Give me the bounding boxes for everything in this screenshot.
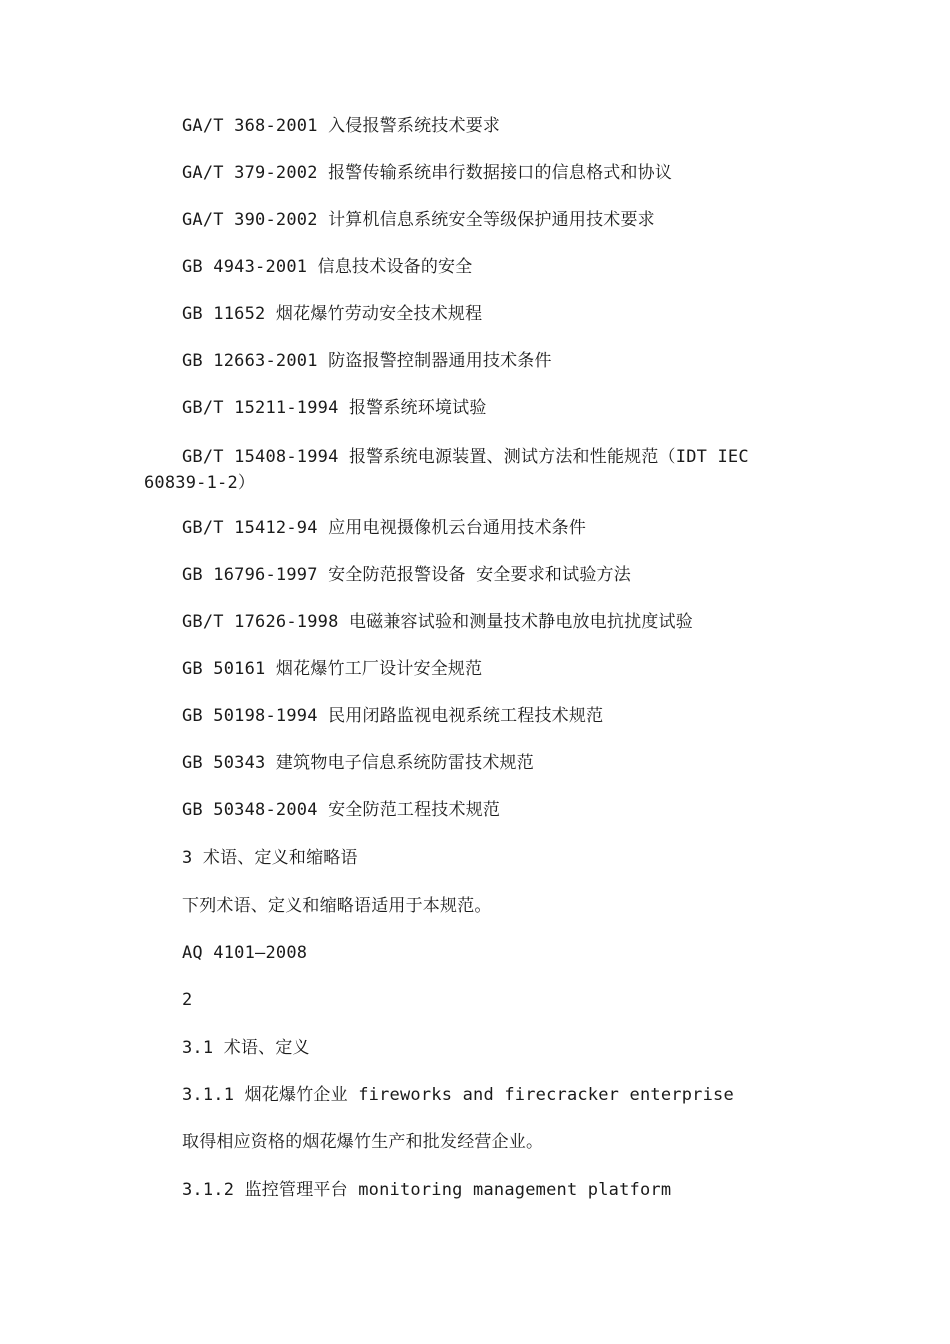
page-header-code: AQ 4101—2008 xyxy=(182,943,308,963)
reference-line: GB 50198-1994 民用闭路监视电视系统工程技术规范 xyxy=(182,706,604,726)
term-heading: 3.1.2 监控管理平台 monitoring management platform xyxy=(182,1180,672,1200)
reference-line: GA/T 368-2001 入侵报警系统技术要求 xyxy=(182,116,501,136)
reference-line: GB 4943-2001 信息技术设备的安全 xyxy=(182,257,473,277)
term-definition: 取得相应资格的烟花爆竹生产和批发经营企业。 xyxy=(182,1132,544,1152)
page-number: 2 xyxy=(182,990,193,1010)
subsection-heading: 3.1 术语、定义 xyxy=(182,1038,310,1058)
reference-line: GB 50161 烟花爆竹工厂设计安全规范 xyxy=(182,659,483,679)
reference-line: GB 11652 烟花爆竹劳动安全技术规程 xyxy=(182,304,483,324)
reference-line: GA/T 379-2002 报警传输系统串行数据接口的信息格式和协议 xyxy=(182,163,673,183)
reference-line: GB/T 17626-1998 电磁兼容试验和测量技术静电放电抗扰度试验 xyxy=(182,612,693,632)
term-heading: 3.1.1 烟花爆竹企业 fireworks and firecracker enterprise xyxy=(182,1085,734,1105)
section-heading: 3 术语、定义和缩略语 xyxy=(182,848,358,868)
reference-line-wrapped: GB/T 15408-1994 报警系统电源装置、测试方法和性能规范（IDT IEC 60839-1-2） xyxy=(144,447,749,493)
reference-line: GB 50348-2004 安全防范工程技术规范 xyxy=(182,800,501,820)
reference-line: GB 12663-2001 防盗报警控制器通用技术条件 xyxy=(182,351,552,371)
reference-line: GA/T 390-2002 计算机信息系统安全等级保护通用技术要求 xyxy=(182,210,655,230)
reference-line: GB/T 15412-94 应用电视摄像机云台通用技术条件 xyxy=(182,518,587,538)
reference-line: GB 50343 建筑物电子信息系统防雷技术规范 xyxy=(182,753,534,773)
reference-line: GB/T 15211-1994 报警系统环境试验 xyxy=(182,398,487,418)
reference-line: GB 16796-1997 安全防范报警设备 安全要求和试验方法 xyxy=(182,565,631,585)
paragraph: 下列术语、定义和缩略语适用于本规范。 xyxy=(182,896,492,916)
